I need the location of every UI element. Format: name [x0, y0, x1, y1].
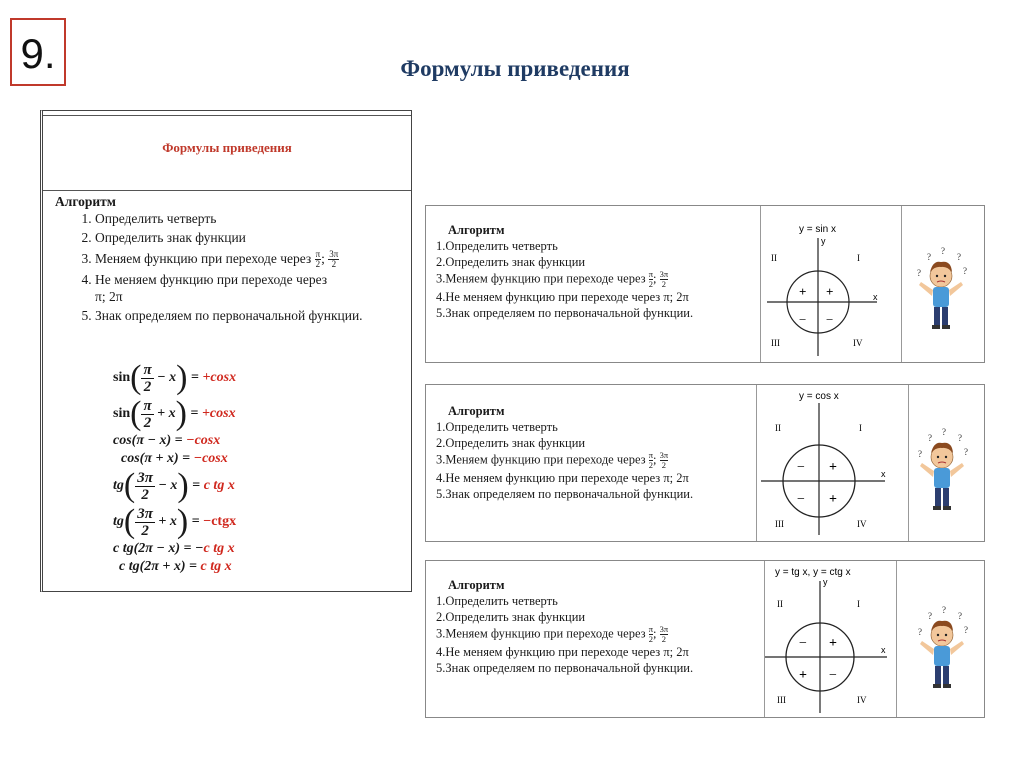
algorithm-title: Алгоритм	[448, 578, 505, 592]
formula-line: sin( $\frac{\pi}{2}$ + x) = +cosx	[113, 395, 236, 432]
quadrant-label: III	[775, 519, 784, 529]
algorithm-title: Алгоритм	[448, 223, 505, 237]
algorithm-step: 4.Не меняем функцию при переходе через π; 2π	[436, 645, 689, 659]
svg-text:?: ?	[963, 266, 967, 276]
sin-algorithm-card	[425, 205, 985, 363]
slide-title: Формулы приведения	[400, 56, 630, 81]
sign-mark: −	[829, 668, 837, 683]
algorithm-step: 2.Определить знак функции	[436, 255, 586, 269]
svg-text:?: ?	[917, 268, 921, 278]
algorithm-step: 3.Меняем функцию при переходе через $\frac{\pi}{2}$ ; $\frac{3\pi}{2}$	[436, 624, 669, 644]
reduction-formulas	[113, 361, 373, 577]
y-axis-label: y	[821, 236, 826, 246]
quadrant-label: I	[857, 599, 860, 609]
formula-line: tg( $\frac{3\pi}{2}$ − x) = c tg x	[113, 467, 235, 504]
svg-text:?: ?	[964, 625, 968, 635]
x-axis-label: x	[881, 645, 886, 655]
card-algorithm	[436, 222, 756, 321]
graph-label: y = sin x	[799, 224, 836, 235]
card-algorithm	[436, 577, 756, 676]
svg-text:?: ?	[928, 611, 932, 621]
cos-algorithm-card	[425, 384, 985, 542]
sign-mark: +	[799, 284, 807, 299]
sin-unit-circle	[761, 206, 901, 362]
algorithm-title: Алгоритм	[448, 404, 505, 418]
algorithm-step: 4.Не меняем функцию при переходе через π; 2π	[436, 471, 689, 485]
svg-text:?: ?	[958, 433, 962, 443]
graph-label: y = cos x	[799, 391, 839, 402]
algorithm-step: 4.Не меняем функцию при переходе через π; 2π	[436, 290, 689, 304]
graph-label: y = tg x, y = ctg x	[775, 567, 851, 578]
formula-line: c tg(2π − x) = −c tg x	[113, 541, 235, 556]
left-card-header-title: Формулы приведения	[162, 140, 292, 155]
algorithm-step: 5.Знак определяем по первоначальной функции.	[436, 306, 694, 320]
algorithm-step: 5.Знак определяем по первоначальной функции.	[436, 661, 694, 675]
algorithm-step: 5. Знак определяем по первоначальной функции.	[95, 307, 403, 324]
fraction: $\frac{3\pi}{2}$	[329, 249, 339, 270]
algorithm-step: 3. Меняем функцию при переходе через $\frac{\pi}{2}$ ; $\frac{3\pi}{2}$	[95, 250, 403, 269]
svg-text:?: ?	[964, 447, 968, 457]
quadrant-label: IV	[853, 338, 863, 348]
sign-mark: +	[799, 668, 807, 683]
formula-line: cos(π + x) = −cosx	[121, 451, 228, 466]
formula-line: tg( $\frac{3\pi}{2}$ + x) = −ctgx	[113, 503, 237, 540]
sign-mark: −	[797, 492, 805, 507]
svg-text:?: ?	[957, 252, 961, 262]
formula-line: cos(π − x) = −cosx	[113, 433, 221, 448]
sign-mark: −	[797, 460, 805, 475]
algorithm-step: 1.Определить четверть	[436, 594, 558, 608]
sign-mark: −	[826, 312, 834, 327]
svg-text:?: ?	[918, 449, 922, 459]
svg-text:?: ?	[918, 627, 922, 637]
algorithm-steps	[55, 210, 403, 324]
quadrant-label: I	[859, 423, 862, 433]
fraction: $\frac{\pi}{2}$	[315, 249, 321, 270]
tg-ctg-algorithm-card	[425, 560, 985, 718]
divider	[908, 385, 909, 541]
svg-text:?: ?	[941, 246, 945, 256]
x-axis-label: x	[881, 469, 886, 479]
quadrant-label: II	[771, 253, 777, 263]
algorithm-step: 1. Определить четверть	[95, 210, 403, 227]
divider	[901, 206, 902, 362]
sign-mark: −	[799, 312, 807, 327]
left-card-algorithm	[55, 193, 403, 326]
left-card-header	[43, 115, 411, 191]
formula-line: c tg(2π + x) = c tg x	[119, 559, 232, 574]
left-formula-card	[40, 110, 412, 592]
svg-text:?: ?	[927, 252, 931, 262]
sign-mark: +	[829, 492, 837, 507]
algorithm-step: 2.Определить знак функции	[436, 610, 586, 624]
svg-text:?: ?	[942, 605, 946, 615]
svg-text:?: ?	[942, 427, 946, 437]
cos-unit-circle	[757, 385, 907, 541]
svg-text:?: ?	[958, 611, 962, 621]
algorithm-step: 3.Меняем функцию при переходе через $\frac{\pi}{2}$ ; $\frac{3\pi}{2}$	[436, 269, 669, 289]
formula-line: sin( $\frac{\pi}{2}$ − x) = +cosx	[113, 359, 237, 396]
divider	[896, 561, 897, 717]
algorithm-title: Алгоритм	[55, 194, 116, 209]
algorithm-step: 4. Не меняем функцию при переходе через π; 2π	[95, 271, 403, 305]
x-axis-label: x	[873, 292, 878, 302]
algorithm-step: 5.Знак определяем по первоначальной функции.	[436, 487, 694, 501]
quadrant-label: IV	[857, 519, 867, 529]
algorithm-step: 3.Меняем функцию при переходе через $\frac{\pi}{2}$ ; $\frac{3\pi}{2}$	[436, 450, 669, 470]
svg-text:?: ?	[928, 433, 932, 443]
quadrant-label: I	[857, 253, 860, 263]
sign-mark: +	[829, 636, 837, 651]
quadrant-label: IV	[857, 695, 867, 705]
slide-number: 9.	[10, 18, 66, 86]
quadrant-label: III	[777, 695, 786, 705]
algorithm-step: 1.Определить четверть	[436, 420, 558, 434]
tg-unit-circle	[765, 561, 895, 717]
quadrant-label: II	[775, 423, 781, 433]
algorithm-step: 2.Определить знак функции	[436, 436, 586, 450]
card-algorithm	[436, 403, 756, 502]
sign-mark: −	[799, 636, 807, 651]
y-axis-label: y	[823, 577, 828, 587]
algorithm-step: 2. Определить знак функции	[95, 229, 403, 246]
sign-mark: +	[829, 460, 837, 475]
quadrant-label: III	[771, 338, 780, 348]
sign-mark: +	[826, 284, 834, 299]
algorithm-step: 1.Определить четверть	[436, 239, 558, 253]
quadrant-label: II	[777, 599, 783, 609]
